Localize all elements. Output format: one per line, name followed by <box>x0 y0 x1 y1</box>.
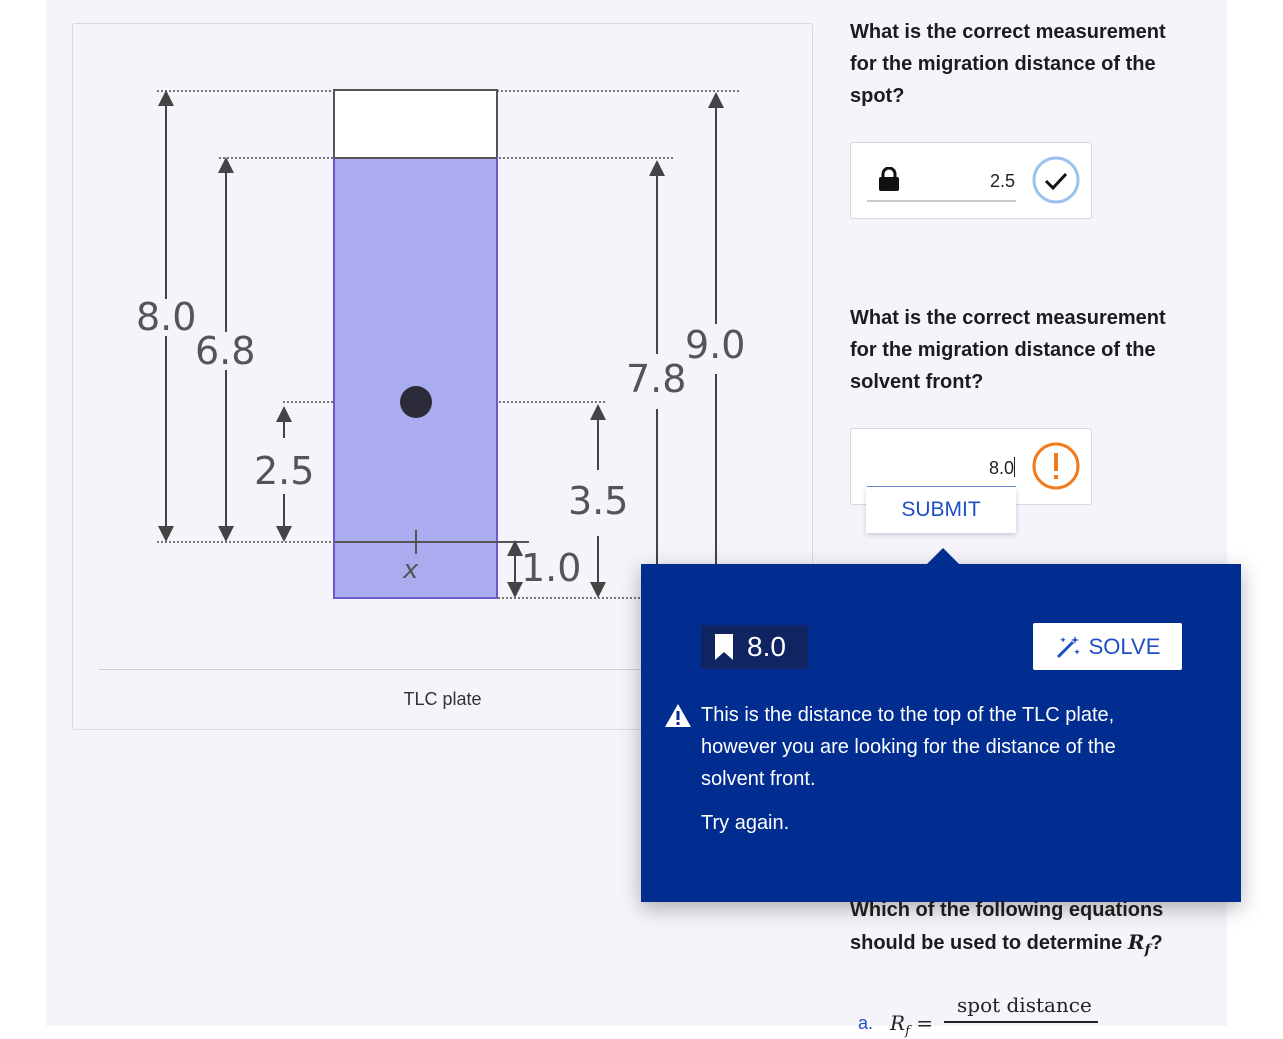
magic-wand-icon <box>1055 634 1081 660</box>
dim-label-6-8: 6.8 <box>195 329 256 373</box>
question-rf-equation: Which of the following equations should be used to determine $R_f$? <box>850 899 1164 958</box>
dim-label-9-0: 9.0 <box>685 323 746 367</box>
answer-value-solvent[interactable]: 8.0 <box>988 458 1014 478</box>
submit-button[interactable]: SUBMIT <box>866 487 1016 533</box>
answer-field-spot[interactable] <box>850 142 1092 219</box>
warning-triangle-icon <box>665 704 691 727</box>
option-numerator: spot distance <box>957 993 1092 1017</box>
figure-caption: TLC plate <box>403 689 482 709</box>
check-icon <box>1031 155 1081 205</box>
dim-label-7-8: 7.8 <box>626 357 687 401</box>
lock-icon <box>878 167 900 191</box>
solve-button-label: SOLVE <box>1088 633 1161 659</box>
option-letter: a. <box>858 1013 874 1033</box>
dim-label-3-5: 3.5 <box>568 479 629 523</box>
feedback-message <box>701 699 1171 795</box>
origin-mark: x <box>403 555 419 585</box>
popup-arrow <box>927 548 959 564</box>
try-again-text: Try again. <box>701 812 790 834</box>
feedback-text: This is the distance to the top of the TLC plate, however you are looking for the distance of the solvent front. <box>701 704 1116 790</box>
answer-value-spot: 2.5 <box>989 171 1015 191</box>
solve-button[interactable] <box>1033 623 1182 670</box>
dim-label-8-0: 8.0 <box>136 295 197 339</box>
fraction-bar <box>944 1021 1098 1023</box>
dim-label-1-0: 1.0 <box>521 546 582 590</box>
dim-label-2-5: 2.5 <box>254 449 315 493</box>
option-lhs: $R_f$ = <box>890 1011 933 1039</box>
feedback-popup <box>641 564 1241 902</box>
answer-underline <box>867 200 1016 202</box>
question-spot-distance: What is the correct measurement for the migration distance of the spot? <box>850 21 1166 107</box>
question-solvent-distance: What is the correct measurement for the migration distance of the solvent front? <box>850 307 1166 393</box>
tlc-spot <box>400 386 432 418</box>
plate-top-white <box>334 90 497 158</box>
warning-circle-icon <box>1031 441 1081 491</box>
answer-badge <box>701 625 808 669</box>
bookmark-icon <box>715 634 733 660</box>
answer-badge-value: 8.0 <box>747 631 786 662</box>
